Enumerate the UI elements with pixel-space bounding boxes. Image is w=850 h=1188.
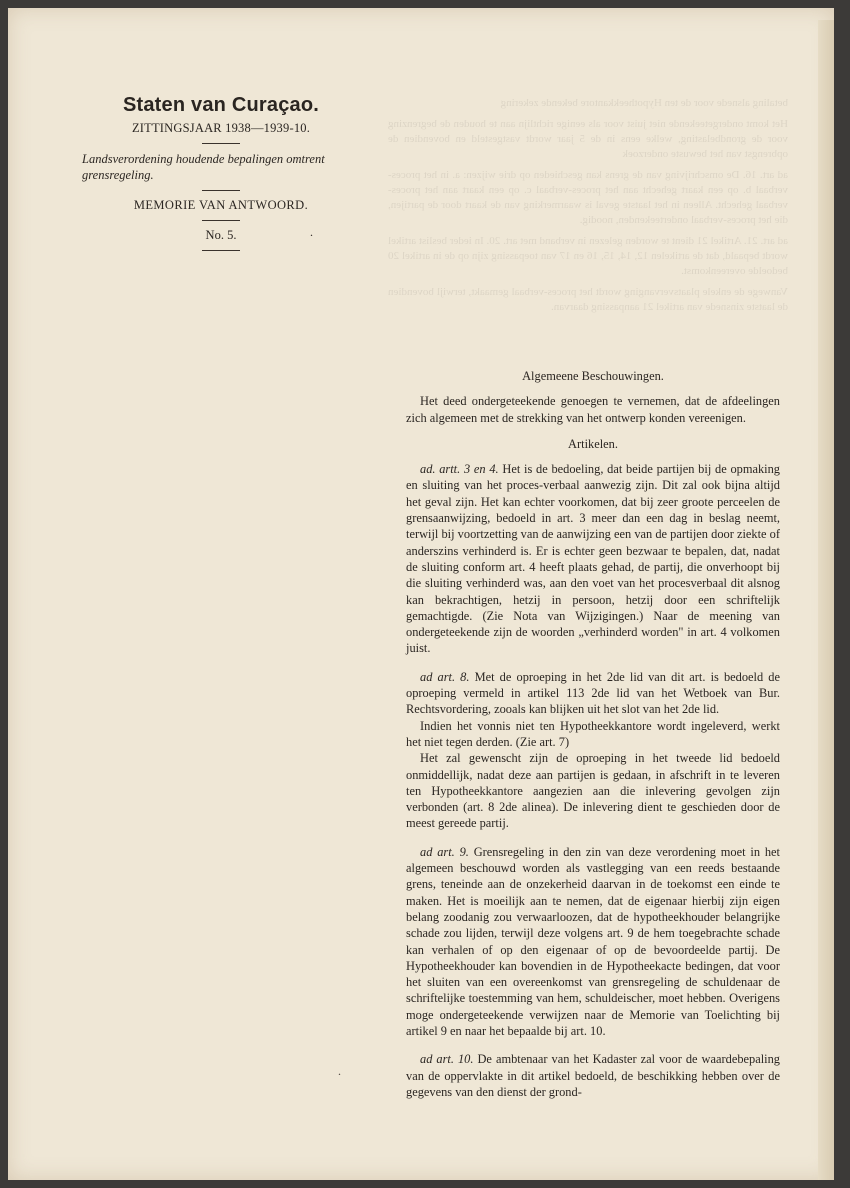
article-reference: ad art. 9. <box>420 844 469 859</box>
divider <box>202 143 240 144</box>
article-reference: ad art. 10. <box>420 1052 474 1067</box>
article-reference: ad art. 8. <box>420 669 470 684</box>
stray-mark: . <box>338 1064 341 1078</box>
paragraph-art-9 <box>406 844 780 1040</box>
divider <box>202 190 240 191</box>
session-year: ZITTINGSJAAR 1938—1939-10. <box>131 121 311 135</box>
document-number-line <box>76 225 366 243</box>
document-title: Staten van Curaçao. <box>122 94 320 116</box>
divider <box>202 250 240 251</box>
document-header <box>76 94 366 258</box>
paragraph-art-3-4 <box>406 461 780 657</box>
page-edge <box>818 20 834 1180</box>
paragraph-text: Met de oproeping in het 2de lid van dit art. is bedoeld de oproeping vermeld in artikel 113 2de lid van het Wetboek van Bur. Rechtsvordering, zooals kan blijken uit het slot van het 2de lid. <box>406 669 780 717</box>
document-page <box>8 8 834 1180</box>
divider <box>202 220 240 221</box>
section-heading-articles: Artikelen. <box>568 436 618 451</box>
paragraph-text: Het is de bedoeling, dat beide partijen bij de opmaking en sluiting van het proces-verbaal aanwezig zijn. Dit zal ook bijna altijd het geval zijn. Het kan echter voorkomen, dat bij zeer groote perceelen de grensaanwijzing, bedoeld in art. 3 meer dan een dag in beslag neemt, terwijl bij voortzetting van de aanwijzing een van de partijen door ziekte of anderszins verhinderd is. Er is echter geen bezwaar te bepalen, dat, nadat de sluiting conform art. 4 heeft plaats gehad, de partij, die onverhoopt bij die sluiting verhinderd was, aan den voet van het procesverbaal dit alsnog kan bekrachtigen, hetzij in persoon, hetzij door een schriftelijk gemachtigde. (Zie Nota van Wijzigingen.) Naar de meening van ondergeteekende zijn de woorden „verhinderd worden" in art. 4 volkomen juist. <box>406 462 780 656</box>
section-heading-general: Algemeene Beschouwingen. <box>522 369 664 383</box>
stray-mark: . <box>310 225 313 239</box>
document-body <box>406 368 780 1100</box>
article-reference: ad. artt. 3 en 4. <box>420 462 499 477</box>
paragraph-art-10 <box>406 1051 780 1100</box>
paragraph-art-8 <box>406 669 780 718</box>
document-type: MEMORIE VAN ANTWOORD. <box>133 198 309 212</box>
document-number: No. 5. <box>205 228 237 242</box>
show-through: betaling alsnede voor de ten Hypotheekkantore bekende zekering Het komt ondergeteekende niet juist voor als eenige richtlijn aan te houden de begrenzing voor de grondbelasting, welke eens in de 5 jaar wordt vastgesteld en bovendien de opbrengst van het bewuste onderzoek ad art. 16. De omschrijving van de grens kan geschieden op drie wijzen: a. in het proces-verbaal b. op een kaart gehecht aan het proces-verbaal c. op een kaart aan het proces-verbaal gehecht. Alleen in het laatste geval is waarmerking van de kaart door de partijen, die het proces-verbaal onderteekenden, noodig. ad art. 21. Artikel 21 dient te worden gelezen in verband met art. 20. In ieder beslist artikel wordt bepaald, dat de artikelen 12, 14, 15, 16 en 17 van toepassing zijn op de in artikel 20 bedoelde overeenkomst. Vanwege de enkele plaatsvervanging wordt het proces-verbaal gemaakt, terwijl bovendien de laatste zinsnede van artikel 21 aanpassing daarvan. <box>388 97 788 313</box>
paragraph-text: De ambtenaar van het Kadaster zal voor de waardebepaling van de oppervlakte in dit artikel bedoeld, de beschikking hebben over de gegevens van den dienst der grond- <box>406 1052 780 1099</box>
paragraph-text: Grensregeling in den zin van deze verordening moet in het algemeen beschouwd worden als vastlegging van een reeds bestaande grens, teneinde aan de onzekerheid daarvan in de toekomst een einde te maken. Het is moeilijk aan te nemen, dat de eigenaar hierbij zijn eigen belang zoodanig zou verwaarloozen, dat de hypotheekhouder belangrijke schade zou lijden, terwijl deze volgens art. 9 de hem toegebrachte schade kan verhalen of op den eigenaar of op de bevoordeelde partij. De Hypotheekhouder kan bovendien in de Hypotheekacte bedingen, dat voor het sluiten van een overeenkomst van grensregeling de schuldenaar de schriftelijke toestemming van hem, schuldeischer, moet hebben. Overigens moge ondergeteekende verwijzen naar de Memorie van Toelichting bij artikel 9 en naar het bepaalde bij art. 10. <box>406 844 780 1038</box>
paragraph-art-8-continued: Indien het vonnis niet ten Hypotheekkantore wordt ingeleverd, werkt het niet tegen derden. (Zie art. 7) <box>406 718 780 749</box>
paragraph-art-8-continued: Het zal gewenscht zijn de oproeping in het tweede lid bedoeld onmiddellijk, nadat deze aan partijen is gedaan, in afschrift in te leveren ten Hypotheekkantore aangezien aan die inlevering gevolgen zijn verbonden (art. 8 2de alinea). De inlevering dient te geschieden door de meest gereede partij. <box>406 751 780 831</box>
subject-line: Landsverordening houdende bepalingen omtrent grensregeling. <box>82 152 325 182</box>
general-paragraph: Het deed ondergeteekende genoegen te vernemen, dat de afdeelingen zich algemeen met de strekking van het ontwerp konden vereenigen. <box>406 394 780 425</box>
